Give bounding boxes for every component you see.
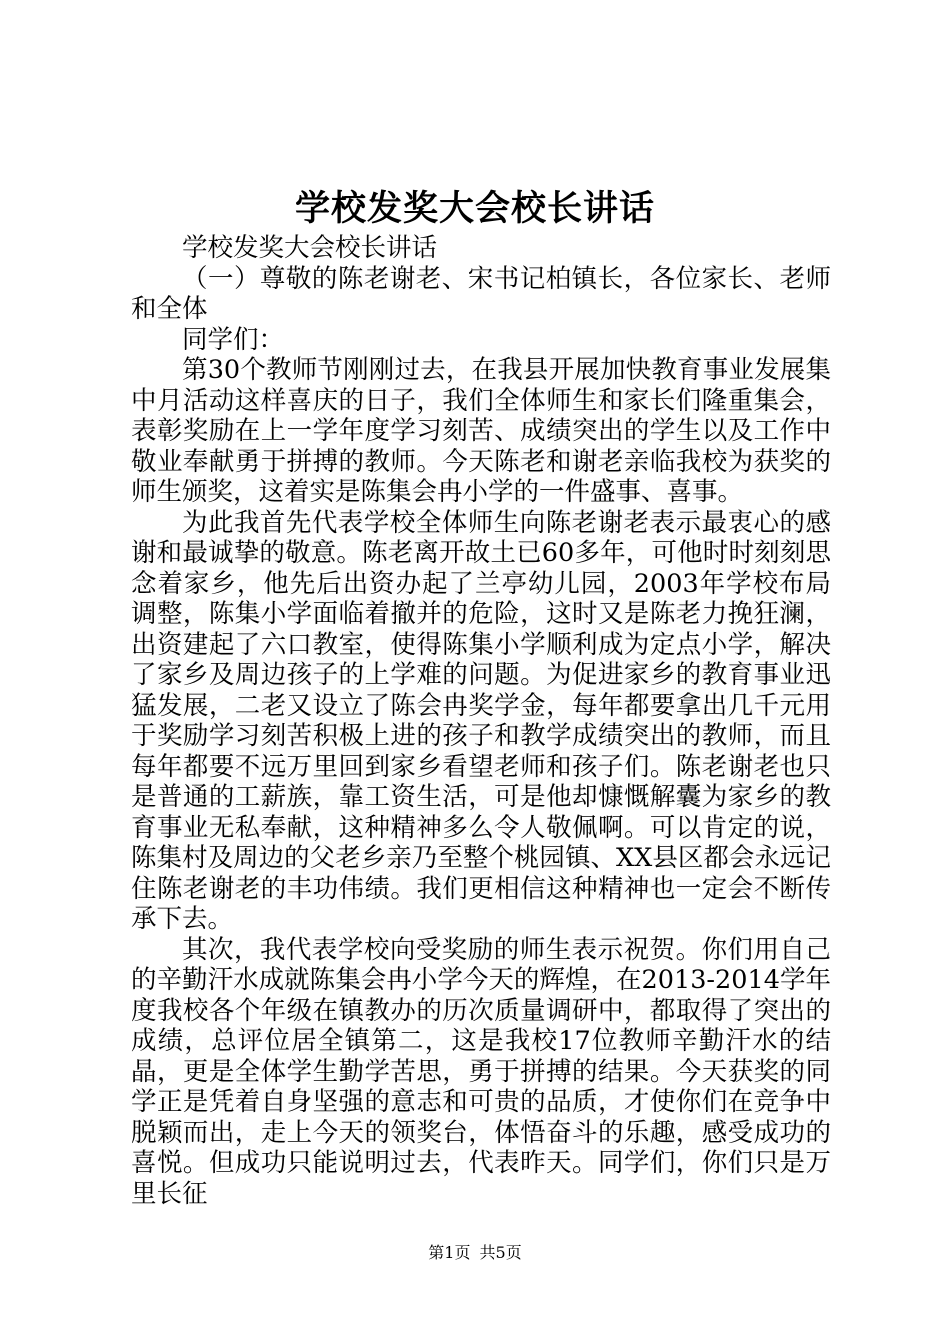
page-title: 学校发奖大会校长讲话 [294, 188, 655, 229]
paragraph: 学校发奖大会校长讲话 [182, 233, 438, 263]
page-number: 第1页 [428, 1243, 471, 1262]
page-footer [0, 1240, 950, 1263]
paragraph: 同学们： [182, 324, 285, 355]
paragraph: 其次，我代表学校向受奖励的师生表示祝贺。你们用自己的辛勤汗水成就陈集会冉小学今天的辉煌，在2013-2014学年度我校各个年级在镇教办的历次质量调研中，都取得了突出的成绩，总评位居全镇第二，这是我校17位教师辛勤汗水的结晶，更是全体学生勤学苦思，勇于拼搏的结果。今天获奖的同学正是凭着自身坚强的意志和可贵的品质，才使你们在竞争中脱颖而出，走上今天的领奖台，体悟奋斗的乐趣，感受成功的喜悦。但成功只能说明过去，代表昨天。同学们，你们只是万里长征 [131, 934, 831, 1209]
paragraph: 为此我首先代表学校全体师生向陈老谢老表示最衷心的感谢和最诚挚的敬意。陈老离开故土已60多年，可他时时刻刻思念着家乡，他先后出资办起了兰亭幼儿园，2003年学校布局调整，陈集小学面临着撤并的危险，这时又是陈老力挽狂澜，出资建起了六口教室，使得陈集小学顺利成为定点小学，解决了家乡及周边孩子的上学难的问题。为促进家乡的教育事业迅猛发展，二老又设立了陈会冉奖学金，每年都要拿出几千元用于奖励学习刻苦积极上进的孩子和教学成绩突出的教师，而且每年都要不远万里回到家乡看望老师和孩子们。陈老谢老也只是普通的工薪族，靠工资生活，可是他却慷慨解囊为家乡的教育事业无私奉献，这种精神多么令人敬佩啊。可以肯定的说，陈集村及周边的父老乡亲乃至整个桃园镇、XX县区都会永远记住陈老谢老的丰功伟绩。我们更相信这种精神也一定会不断传承下去。 [131, 507, 831, 934]
document-body [131, 233, 831, 1209]
page-total: 共5页 [479, 1243, 522, 1262]
paragraph: 第30个教师节刚刚过去，在我县开展加快教育事业发展集中月活动这样喜庆的日子，我们全体师生和家长们隆重集会，表彰奖励在上一学年度学习刻苦、成绩突出的学生以及工作中敬业奉献勇于拼搏的教师。今天陈老和谢老亲临我校为获奖的师生颁奖，这着实是陈集会冉小学的一件盛事、喜事。 [131, 355, 831, 507]
paragraph: （一）尊敬的陈老谢老、宋书记柏镇长，各位家长、老师和全体 [131, 263, 831, 324]
